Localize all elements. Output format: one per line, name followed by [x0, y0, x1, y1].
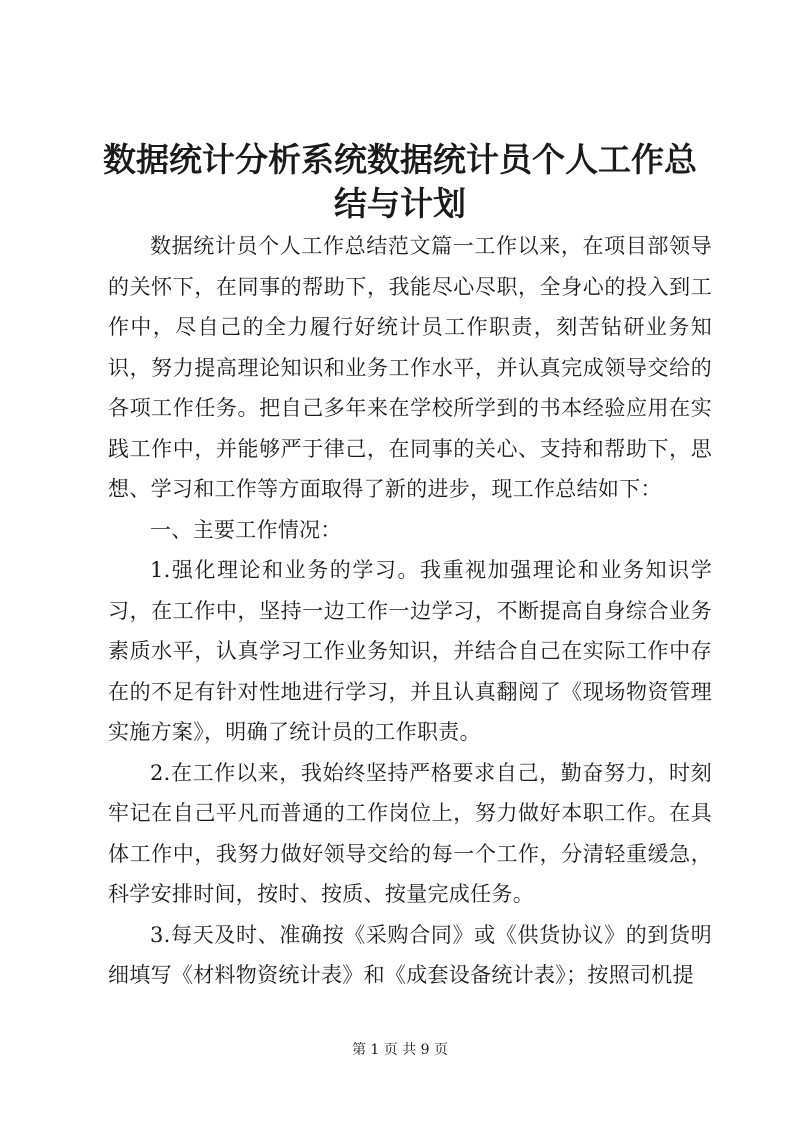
paragraph-item-2: 2.在工作以来，我始终坚持严格要求自己，勤奋努力，时刻牢记在自己平凡而普通的工作岗位上，努力做好本职工作。在具体工作中，我努力做好领导交给的每一个工作，分清轻重缓急，科学安排时间，按时、按质、按量完成任务。: [108, 760, 712, 906]
section-heading-main-work: 一、主要工作情况：: [150, 517, 342, 542]
paragraph-item-1: 1.强化理论和业务的学习。我重视加强理论和业务知识学习，在工作中，坚持一边工作一边学习，不断提高自身综合业务素质水平，认真学习工作业务知识，并结合自己在实际工作中存在的不足有针对性地进行学习，并且认真翻阅了《现场物资管理实施方案》，明确了统计员的工作职责。: [108, 558, 712, 744]
document-title: 数据统计分析系统数据统计员个人工作总结与计划: [103, 140, 697, 223]
document-body: [108, 226, 712, 996]
page-number-footer: 第 1 页 共 9 页: [351, 1042, 449, 1058]
paragraph-item-3: 3.每天及时、准确按《采购合同》或《供货协议》的到货明细填写《材料物资统计表》和《成套设备统计表》；按照司机提: [108, 922, 712, 987]
paragraph-intro: 数据统计员个人工作总结范文篇一工作以来，在项目部领导的关怀下，在同事的帮助下，我能尽心尽职，全身心的投入到工作中，尽自己的全力履行好统计员工作职责，刻苦钻研业务知识，努力提高理论知识和业务工作水平，并认真完成领导交给的各项工作任务。把自己多年来在学校所学到的书本经验应用在实践工作中，并能够严于律己，在同事的关心、支持和帮助下，思想、学习和工作等方面取得了新的进步，现工作总结如下：: [108, 234, 712, 501]
